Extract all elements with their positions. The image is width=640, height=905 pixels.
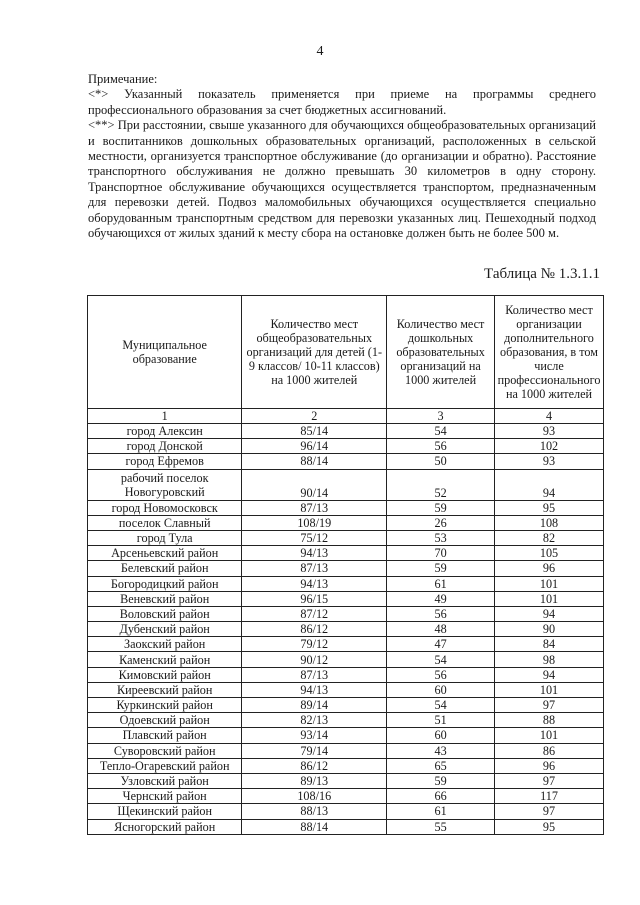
table-row [88, 500, 604, 515]
data-table [87, 295, 604, 835]
cell-municipality: Воловский район [88, 606, 242, 621]
cell-school-places: 94/13 [242, 546, 387, 561]
cell-additional-places: 90 [495, 622, 604, 637]
cell-municipality: город Ефремов [88, 454, 242, 469]
table-row [88, 424, 604, 439]
column-number: 2 [242, 409, 387, 424]
table-caption: Таблица № 1.3.1.1 [484, 266, 600, 282]
cell-additional-places: 117 [495, 789, 604, 804]
cell-municipality: город Донской [88, 439, 242, 454]
table-row [88, 667, 604, 682]
cell-additional-places: 82 [495, 530, 604, 545]
cell-preschool-places: 26 [387, 515, 495, 530]
cell-municipality: Веневский район [88, 591, 242, 606]
cell-school-places: 87/13 [242, 667, 387, 682]
cell-school-places: 79/12 [242, 637, 387, 652]
cell-municipality: Каменский район [88, 652, 242, 667]
table-row [88, 530, 604, 545]
cell-school-places: 96/15 [242, 591, 387, 606]
cell-additional-places: 101 [495, 591, 604, 606]
cell-school-places: 108/16 [242, 789, 387, 804]
cell-preschool-places: 61 [387, 576, 495, 591]
cell-municipality: рабочий поселок Новогуровский [88, 469, 242, 500]
cell-municipality: Ясногорский район [88, 819, 242, 834]
cell-additional-places: 101 [495, 576, 604, 591]
cell-municipality: Куркинский район [88, 698, 242, 713]
table-row [88, 439, 604, 454]
cell-additional-places: 105 [495, 546, 604, 561]
cell-school-places: 93/14 [242, 728, 387, 743]
cell-additional-places: 96 [495, 758, 604, 773]
cell-school-places: 94/13 [242, 682, 387, 697]
page-number: 4 [316, 44, 324, 59]
cell-school-places: 86/12 [242, 758, 387, 773]
cell-school-places: 75/12 [242, 530, 387, 545]
cell-additional-places: 101 [495, 682, 604, 697]
cell-additional-places: 93 [495, 424, 604, 439]
cell-additional-places: 97 [495, 698, 604, 713]
cell-municipality: Одоевский район [88, 713, 242, 728]
cell-preschool-places: 59 [387, 561, 495, 576]
cell-municipality: Белевский район [88, 561, 242, 576]
note-2: <**> При расстоянии, свыше указанного для обучающихся общеобразовательных организаций и воспитанников дошкольных образовательных организаций, расположенных в сельской местности, организуется транспортное обслуживание (до организации и обратно). Расстояние транспортного обслуживания не должно превышать 30 километров в одну сторону. Транспортное обслуживание обучающихся осуществляется транспортом, предназначенным для перевозки детей. Подвоз маломобильных обучающихся осуществляется специально оборудованным транспортным средством для перевозки указанных лиц. Пешеходный подход обучающихся от жилых зданий к месту сбора на остановке должен быть не более 500 м. [88, 118, 596, 241]
table-row [88, 469, 604, 500]
table-row [88, 454, 604, 469]
table-row [88, 758, 604, 773]
cell-municipality: Тепло-Огаревский район [88, 758, 242, 773]
cell-preschool-places: 54 [387, 652, 495, 667]
cell-additional-places: 93 [495, 454, 604, 469]
cell-municipality: поселок Славный [88, 515, 242, 530]
cell-school-places: 94/13 [242, 576, 387, 591]
notes-block [88, 72, 596, 241]
cell-preschool-places: 56 [387, 667, 495, 682]
cell-additional-places: 88 [495, 713, 604, 728]
cell-preschool-places: 65 [387, 758, 495, 773]
cell-additional-places: 97 [495, 804, 604, 819]
table-row [88, 698, 604, 713]
cell-school-places: 79/14 [242, 743, 387, 758]
cell-preschool-places: 54 [387, 698, 495, 713]
cell-school-places: 82/13 [242, 713, 387, 728]
table-body [88, 424, 604, 835]
cell-preschool-places: 50 [387, 454, 495, 469]
table-row [88, 652, 604, 667]
table-row [88, 819, 604, 834]
cell-preschool-places: 47 [387, 637, 495, 652]
cell-additional-places: 98 [495, 652, 604, 667]
cell-municipality: город Алексин [88, 424, 242, 439]
table-row [88, 591, 604, 606]
table-row [88, 682, 604, 697]
cell-school-places: 87/12 [242, 606, 387, 621]
cell-additional-places: 95 [495, 819, 604, 834]
cell-additional-places: 97 [495, 773, 604, 788]
header-additional-education-places: Количество мест организации дополнительного образования, в том числе профессионального на 1000 жителей [495, 296, 604, 409]
cell-municipality: Суворовский район [88, 743, 242, 758]
cell-municipality: город Тула [88, 530, 242, 545]
table-row [88, 637, 604, 652]
cell-additional-places: 101 [495, 728, 604, 743]
cell-preschool-places: 70 [387, 546, 495, 561]
cell-school-places: 89/13 [242, 773, 387, 788]
table-row [88, 622, 604, 637]
table-row [88, 773, 604, 788]
notes-heading: Примечание: [88, 72, 158, 86]
column-number: 1 [88, 409, 242, 424]
cell-preschool-places: 48 [387, 622, 495, 637]
cell-additional-places: 86 [495, 743, 604, 758]
cell-preschool-places: 55 [387, 819, 495, 834]
column-number-row [88, 409, 604, 424]
cell-municipality: Кимовский район [88, 667, 242, 682]
cell-preschool-places: 43 [387, 743, 495, 758]
cell-preschool-places: 53 [387, 530, 495, 545]
table-row [88, 515, 604, 530]
cell-preschool-places: 52 [387, 469, 495, 500]
header-municipality: Муниципальное образование [88, 296, 242, 409]
cell-preschool-places: 51 [387, 713, 495, 728]
cell-preschool-places: 61 [387, 804, 495, 819]
cell-school-places: 87/13 [242, 500, 387, 515]
cell-school-places: 89/14 [242, 698, 387, 713]
cell-municipality: Узловский район [88, 773, 242, 788]
cell-school-places: 88/14 [242, 819, 387, 834]
cell-municipality: Заокский район [88, 637, 242, 652]
cell-preschool-places: 60 [387, 728, 495, 743]
cell-school-places: 90/14 [242, 469, 387, 500]
cell-preschool-places: 66 [387, 789, 495, 804]
cell-school-places: 88/13 [242, 804, 387, 819]
cell-additional-places: 102 [495, 439, 604, 454]
cell-municipality: Щекинский район [88, 804, 242, 819]
cell-preschool-places: 59 [387, 500, 495, 515]
table-row [88, 606, 604, 621]
header-preschool-places: Количество мест дошкольных образовательных организаций на 1000 жителей [387, 296, 495, 409]
table-row [88, 546, 604, 561]
table-row [88, 743, 604, 758]
table-row [88, 804, 604, 819]
cell-municipality: Богородицкий район [88, 576, 242, 591]
table-row [88, 713, 604, 728]
column-number: 4 [495, 409, 604, 424]
cell-preschool-places: 59 [387, 773, 495, 788]
cell-municipality: Дубенский район [88, 622, 242, 637]
cell-municipality: Чернский район [88, 789, 242, 804]
cell-municipality: Плавский район [88, 728, 242, 743]
cell-preschool-places: 56 [387, 606, 495, 621]
header-school-places: Количество мест общеобразовательных организаций для детей (1-9 классов/ 10-11 классов) на 1000 жителей [242, 296, 387, 409]
table-row [88, 561, 604, 576]
cell-municipality: город Новомосковск [88, 500, 242, 515]
cell-preschool-places: 56 [387, 439, 495, 454]
cell-preschool-places: 49 [387, 591, 495, 606]
cell-additional-places: 84 [495, 637, 604, 652]
cell-school-places: 88/14 [242, 454, 387, 469]
cell-school-places: 87/13 [242, 561, 387, 576]
cell-school-places: 108/19 [242, 515, 387, 530]
table-row [88, 576, 604, 591]
cell-school-places: 96/14 [242, 439, 387, 454]
cell-municipality: Киреевский район [88, 682, 242, 697]
column-number: 3 [387, 409, 495, 424]
cell-additional-places: 95 [495, 500, 604, 515]
cell-school-places: 86/12 [242, 622, 387, 637]
cell-additional-places: 94 [495, 469, 604, 500]
cell-school-places: 90/12 [242, 652, 387, 667]
table-row [88, 728, 604, 743]
table-header-row [88, 296, 604, 409]
cell-municipality: Арсеньевский район [88, 546, 242, 561]
cell-additional-places: 94 [495, 667, 604, 682]
cell-additional-places: 94 [495, 606, 604, 621]
table-row [88, 789, 604, 804]
cell-preschool-places: 60 [387, 682, 495, 697]
note-1: <*> Указанный показатель применяется при приеме на программы среднего профессионального образования за счет бюджетных ассигнований. [88, 87, 596, 117]
cell-preschool-places: 54 [387, 424, 495, 439]
cell-school-places: 85/14 [242, 424, 387, 439]
cell-additional-places: 108 [495, 515, 604, 530]
cell-additional-places: 96 [495, 561, 604, 576]
